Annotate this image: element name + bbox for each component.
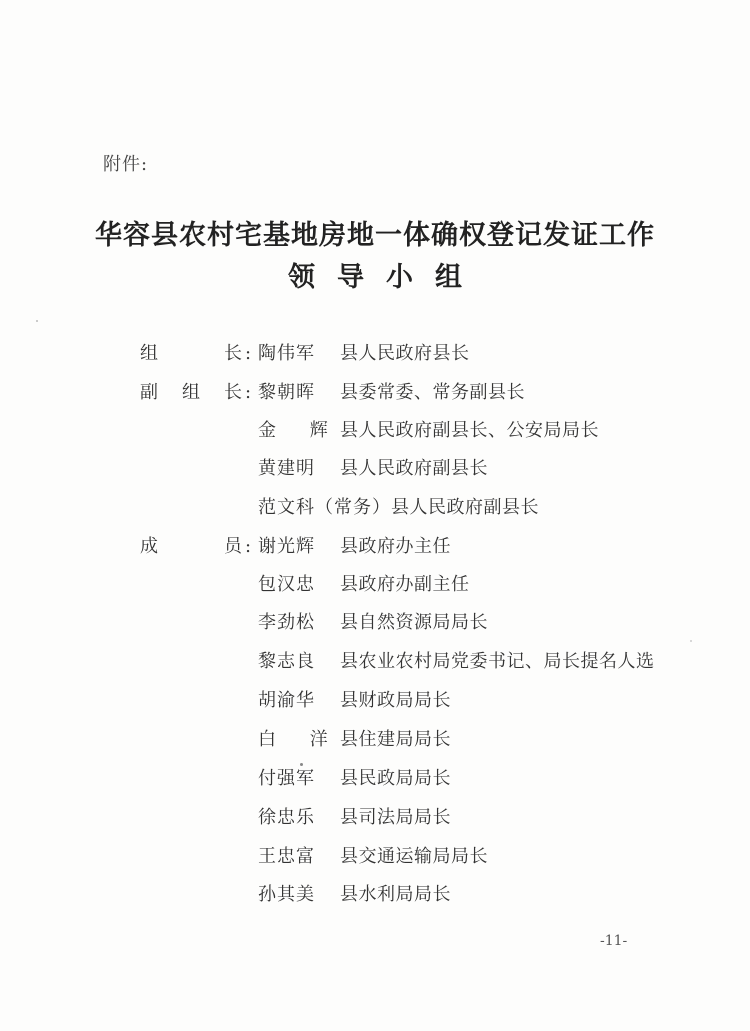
deputy-entry	[258, 378, 525, 408]
member-name: 李劲松	[258, 612, 315, 633]
member-entry	[258, 570, 470, 600]
scan-speck	[36, 320, 38, 322]
member-name: 范文科（常务）	[258, 497, 391, 518]
member-entry	[258, 880, 451, 910]
document-subtitle: 领导小组	[288, 262, 484, 293]
member-name: 胡渝华	[258, 690, 315, 711]
member-name: 付强军	[258, 768, 315, 789]
member-name: 黎志良	[258, 651, 315, 672]
member-post: 县住建局局长	[340, 729, 451, 750]
member-post: 县交通运输局局长	[340, 846, 488, 867]
member-post: 县委常委、常务副县长	[340, 382, 525, 403]
member-entry	[258, 842, 488, 872]
deputy-entry	[258, 454, 488, 484]
member-post: 县司法局局长	[340, 807, 451, 828]
role-label-deputy: 副 组 长 :	[140, 382, 252, 403]
deputy-entry	[258, 493, 539, 523]
role-label-member: 成 员 :	[140, 536, 252, 557]
page-number: -11-	[600, 933, 628, 949]
member-entry	[258, 725, 451, 755]
member-name: 包汉忠	[258, 574, 315, 595]
member-name: 孙其美	[258, 884, 315, 905]
scan-speck	[690, 640, 692, 642]
document-title: 华容县农村宅基地房地一体确权登记发证工作	[95, 220, 655, 251]
member-post: 县民政局局长	[340, 768, 451, 789]
member-entry	[258, 686, 451, 716]
member-entry	[258, 803, 451, 833]
member-entry	[258, 764, 451, 794]
member-post: 县水利局局长	[340, 884, 451, 905]
member-entry	[258, 608, 488, 638]
member-name: 金 辉	[258, 420, 342, 441]
scan-speck	[300, 763, 303, 766]
member-name: 谢光辉	[258, 536, 315, 557]
member-post: 县人民政府副县长、公安局局长	[340, 420, 599, 441]
member-post: 县自然资源局局长	[340, 612, 488, 633]
member-entry	[258, 647, 655, 677]
member-name: 黄建明	[258, 458, 315, 479]
member-post: 县农业农村局党委书记、局长提名人选	[340, 651, 655, 672]
member-name: 徐忠乐	[258, 807, 315, 828]
member-name: 白 洋	[258, 729, 342, 750]
member-post: 县人民政府副县长	[391, 497, 539, 518]
member-name: 王忠富	[258, 846, 315, 867]
member-post: 县人民政府副县长	[340, 458, 488, 479]
member-name: 黎朝晖	[258, 382, 315, 403]
member-name: 陶伟军	[258, 343, 315, 364]
member-post: 县财政局局长	[340, 690, 451, 711]
deputy-entry	[258, 416, 599, 446]
leader-entry	[258, 339, 470, 369]
member-post: 县政府办主任	[340, 536, 451, 557]
role-label-leader: 组 长 :	[140, 343, 252, 364]
attachment-label: 附件:	[103, 154, 149, 175]
member-entry	[258, 532, 451, 562]
member-post: 县政府办副主任	[340, 574, 470, 595]
member-post: 县人民政府县长	[340, 343, 470, 364]
